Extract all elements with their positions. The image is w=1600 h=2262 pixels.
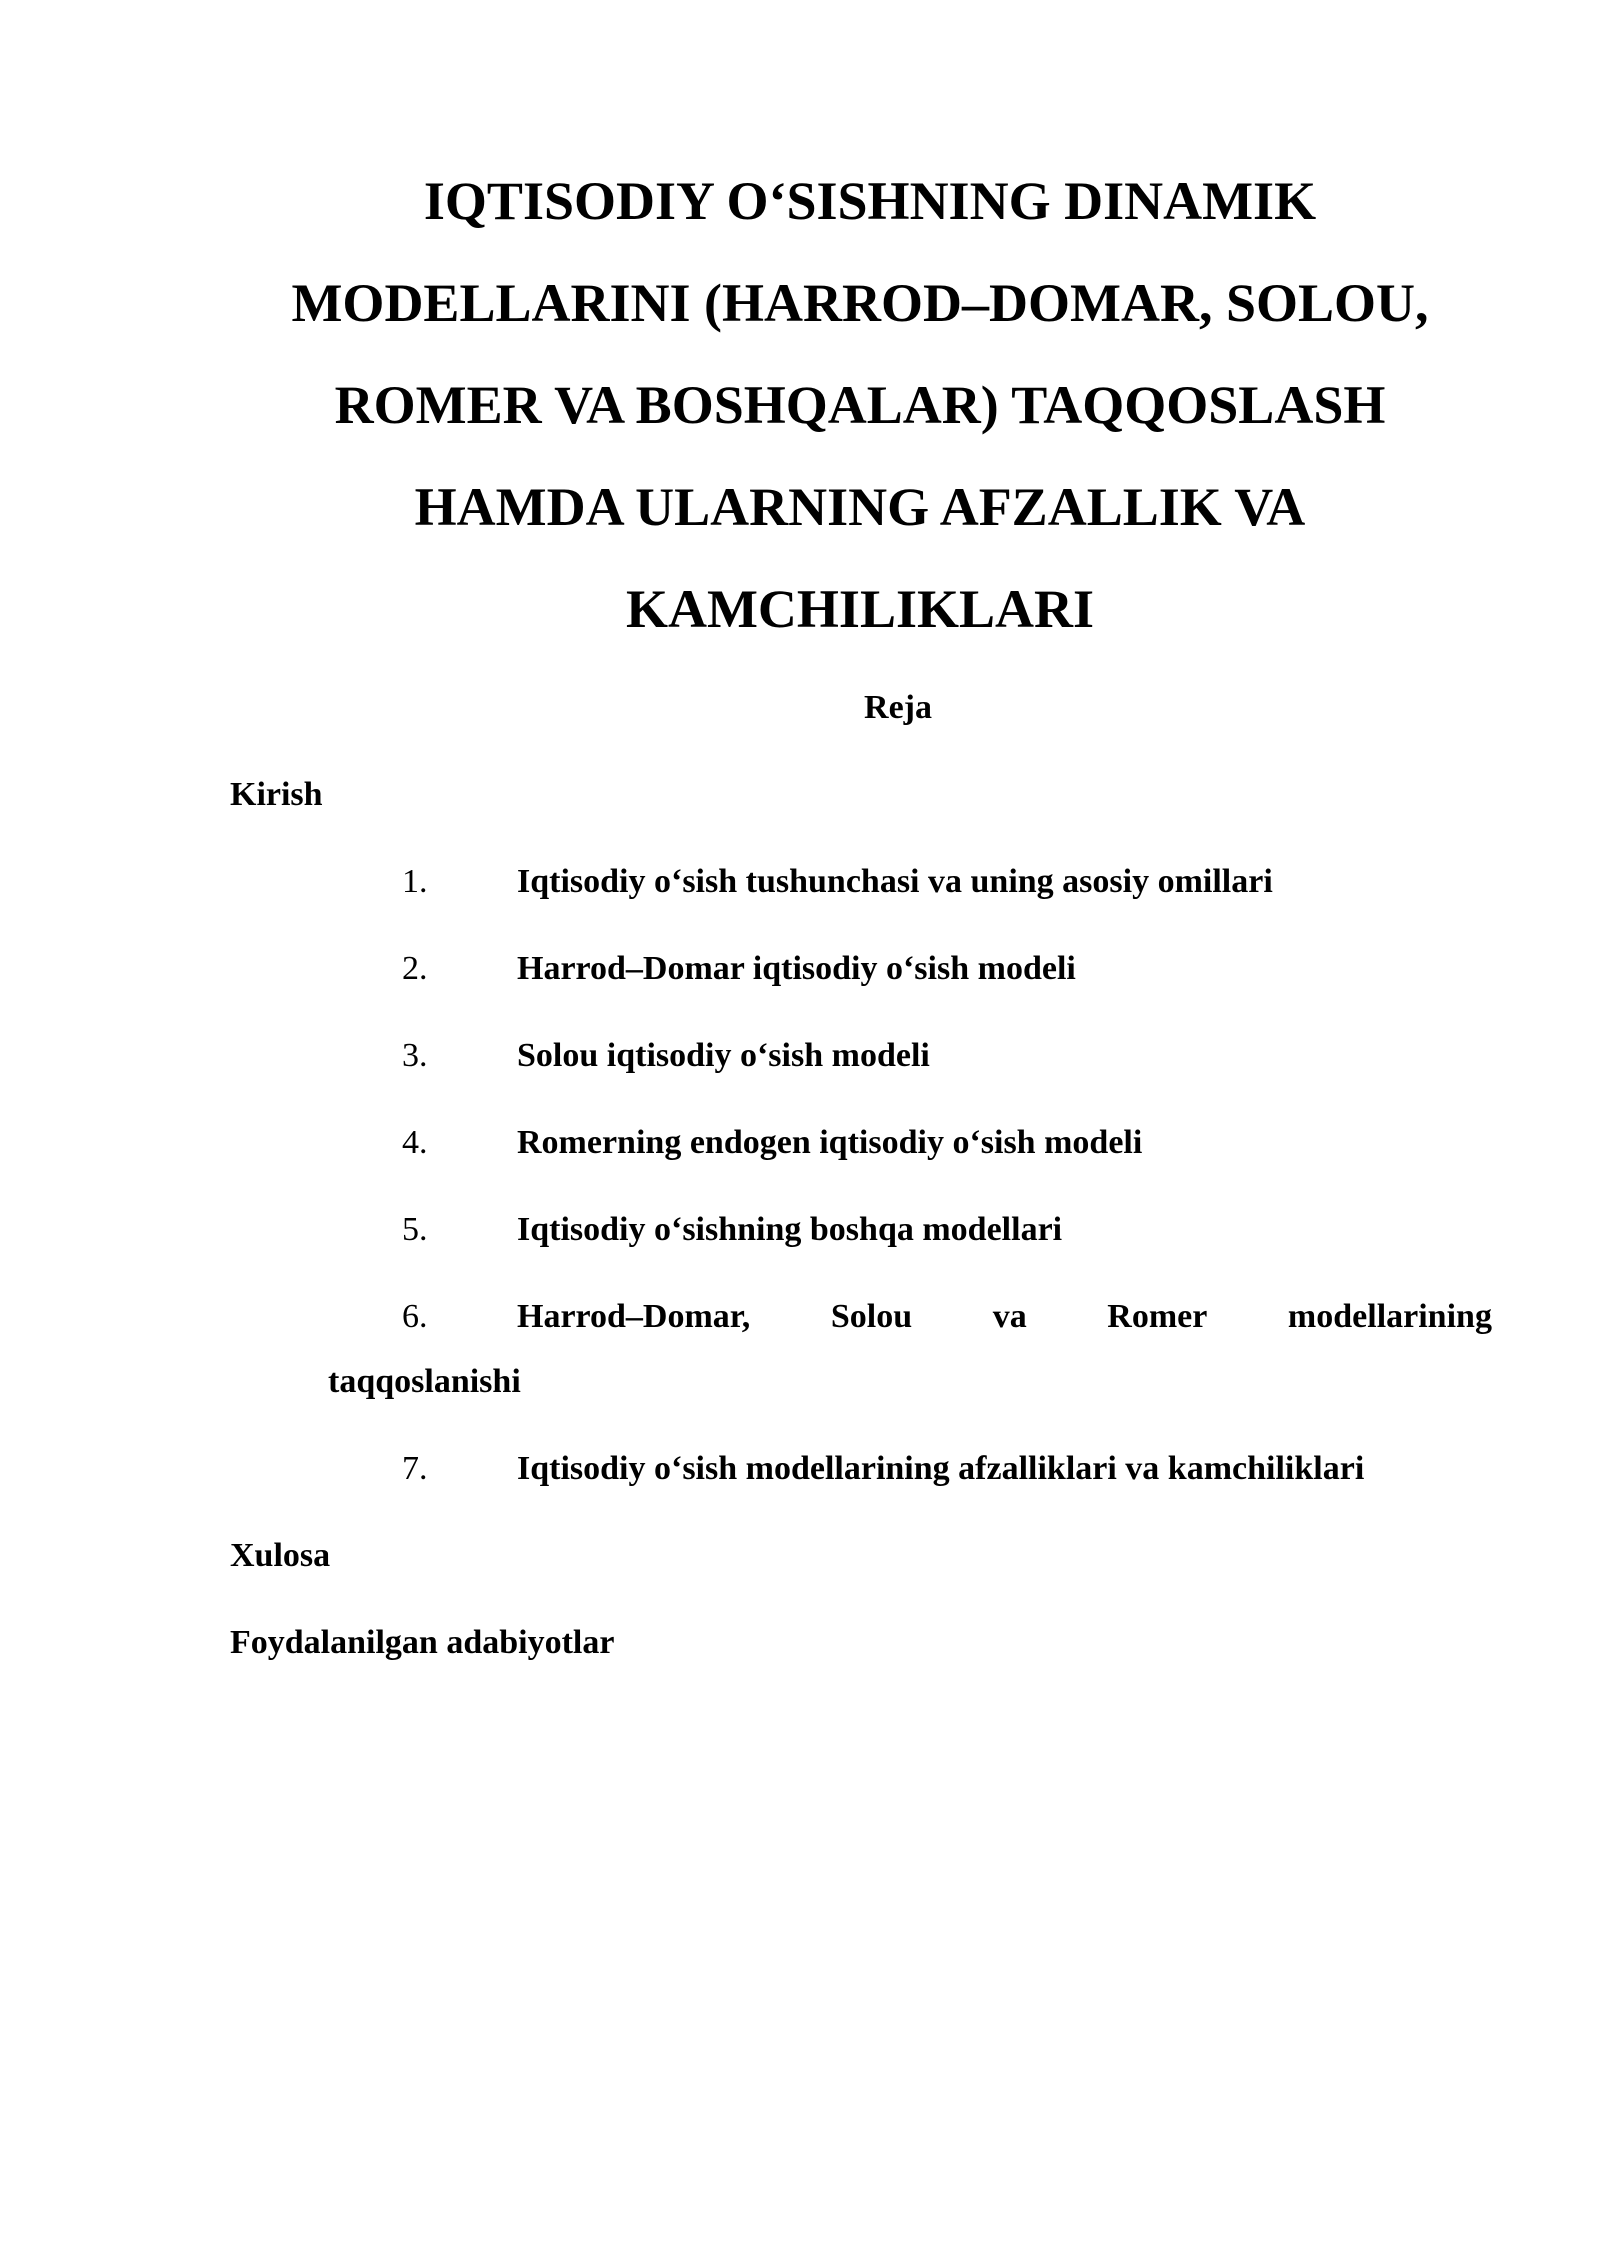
plan-item-text: Iqtisodiy o‘sish modellarining afzalliklari va kamchiliklari xyxy=(517,1450,1365,1487)
title-line: MODELLARINI (HARROD–DOMAR, SOLOU, xyxy=(291,273,1429,333)
plan-item-number: 3. xyxy=(402,1037,428,1074)
plan-item-text: Solou iqtisodiy o‘sish modeli xyxy=(517,1037,930,1074)
plan-item-text: Iqtisodiy o‘sish tushunchasi va uning asosiy omillari xyxy=(517,863,1273,900)
conclusion-heading: Xulosa xyxy=(230,1537,331,1574)
plan-item-number: 7. xyxy=(402,1450,428,1487)
intro-heading: Kirish xyxy=(230,776,323,813)
plan-item-text: Harrod–Domar iqtisodiy o‘sish modeli xyxy=(517,950,1076,987)
plan-item-number: 5. xyxy=(402,1211,428,1248)
plan-heading: Reja xyxy=(864,689,932,726)
document-title xyxy=(230,150,1490,660)
plan-item-text xyxy=(517,1297,1492,1337)
plan-item-number: 1. xyxy=(402,863,428,900)
plan-item-word: modellarining xyxy=(1287,1298,1492,1335)
plan-item-word: Romer xyxy=(1107,1298,1208,1335)
plan-item-number: 6. xyxy=(402,1298,428,1335)
plan-item-number: 2. xyxy=(402,950,428,987)
plan-item-text: Iqtisodiy o‘sishning boshqa modellari xyxy=(517,1211,1063,1248)
plan-item-word: Solou xyxy=(830,1298,913,1335)
plan-item-word: Harrod–Domar, xyxy=(517,1298,751,1335)
title-line: ROMER VA BOSHQALAR) TAQQOSLASH xyxy=(334,375,1386,435)
plan-item-word: va xyxy=(992,1298,1027,1335)
title-line: KAMCHILIKLARI xyxy=(625,579,1095,639)
plan-item-text: Romerning endogen iqtisodiy o‘sish modeli xyxy=(517,1124,1143,1161)
references-heading: Foydalanilgan adabiyotlar xyxy=(230,1624,615,1661)
plan-item-number: 4. xyxy=(402,1124,428,1161)
title-line: IQTISODIY O‘SISHNING DINAMIK xyxy=(423,171,1317,231)
plan-item-continuation: taqqoslanishi xyxy=(328,1363,521,1400)
title-line: HAMDA ULARNING AFZALLIK VA xyxy=(414,477,1306,537)
